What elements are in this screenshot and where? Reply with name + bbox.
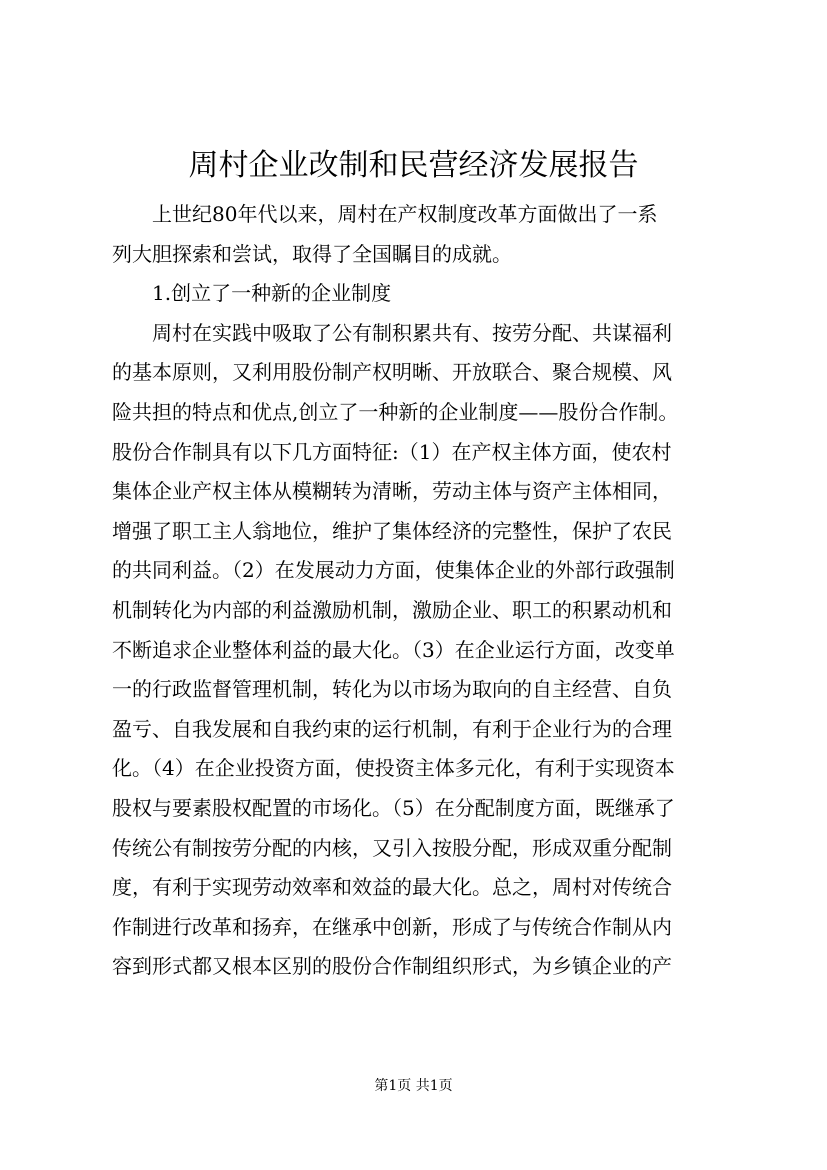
body-line: 险共担的特点和优点,创立了一种新的企业制度——股份合作制。 <box>112 399 679 424</box>
body-line: 的基本原则，又利用股份制产权明晰、开放联合、聚合规模、风 <box>112 360 672 385</box>
body-line: 列大胆探索和尝试，取得了全国瞩目的成就。 <box>112 241 512 266</box>
body-line: 上世纪80年代以来，周村在产权制度改革方面做出了一系 <box>112 202 658 226</box>
body-line: 股权与要素股权配置的市场化。（5）在分配制度方面，既继承了 <box>112 795 675 820</box>
body-line: 一的行政监督管理机制，转化为以市场为取向的自主经营、自负 <box>112 677 672 702</box>
body-line: 作制进行改革和扬弃，在继承中创新，形成了与传统合作制从内 <box>112 914 672 939</box>
section-heading: 1.创立了一种新的企业制度 <box>112 281 392 306</box>
body-line: 容到形式都又根本区别的股份合作制组织形式，为乡镇企业的产 <box>112 954 672 979</box>
body-line: 盈亏、自我发展和自我约束的运行机制，有利于企业行为的合理 <box>112 716 672 741</box>
body-line: 传统公有制按劳分配的内核，又引入按股分配，形成双重分配制 <box>112 835 672 860</box>
body-line: 机制转化为内部的利益激励机制，激励企业、职工的积累动机和 <box>112 597 672 622</box>
body-line: 的共同利益。（2）在发展动力方面，使集体企业的外部行政强制 <box>112 558 675 583</box>
document-body <box>112 195 736 987</box>
body-line: 集体企业产权主体从模糊转为清晰，劳动主体与资产主体相同， <box>112 479 672 504</box>
page-number-footer: 第1页 共1页 <box>374 1078 453 1094</box>
body-line: 增强了职工主人翁地位，维护了集体经济的完整性，保护了农民 <box>112 518 672 543</box>
document-title: 周村企业改制和民营经济发展报告 <box>188 148 639 183</box>
body-line: 度，有利于实现劳动效率和效益的最大化。总之，周村对传统合 <box>112 875 672 900</box>
body-line: 周村在实践中吸取了公有制积累共有、按劳分配、共谋福利 <box>112 320 672 345</box>
body-line: 不断追求企业整体利益的最大化。（3）在企业运行方面，改变单 <box>112 637 675 662</box>
body-line: 化。（4）在企业投资方面，使投资主体多元化，有利于实现资本 <box>112 756 675 781</box>
body-line: 股份合作制具有以下几方面特征:（1）在产权主体方面，使农村 <box>112 439 672 464</box>
